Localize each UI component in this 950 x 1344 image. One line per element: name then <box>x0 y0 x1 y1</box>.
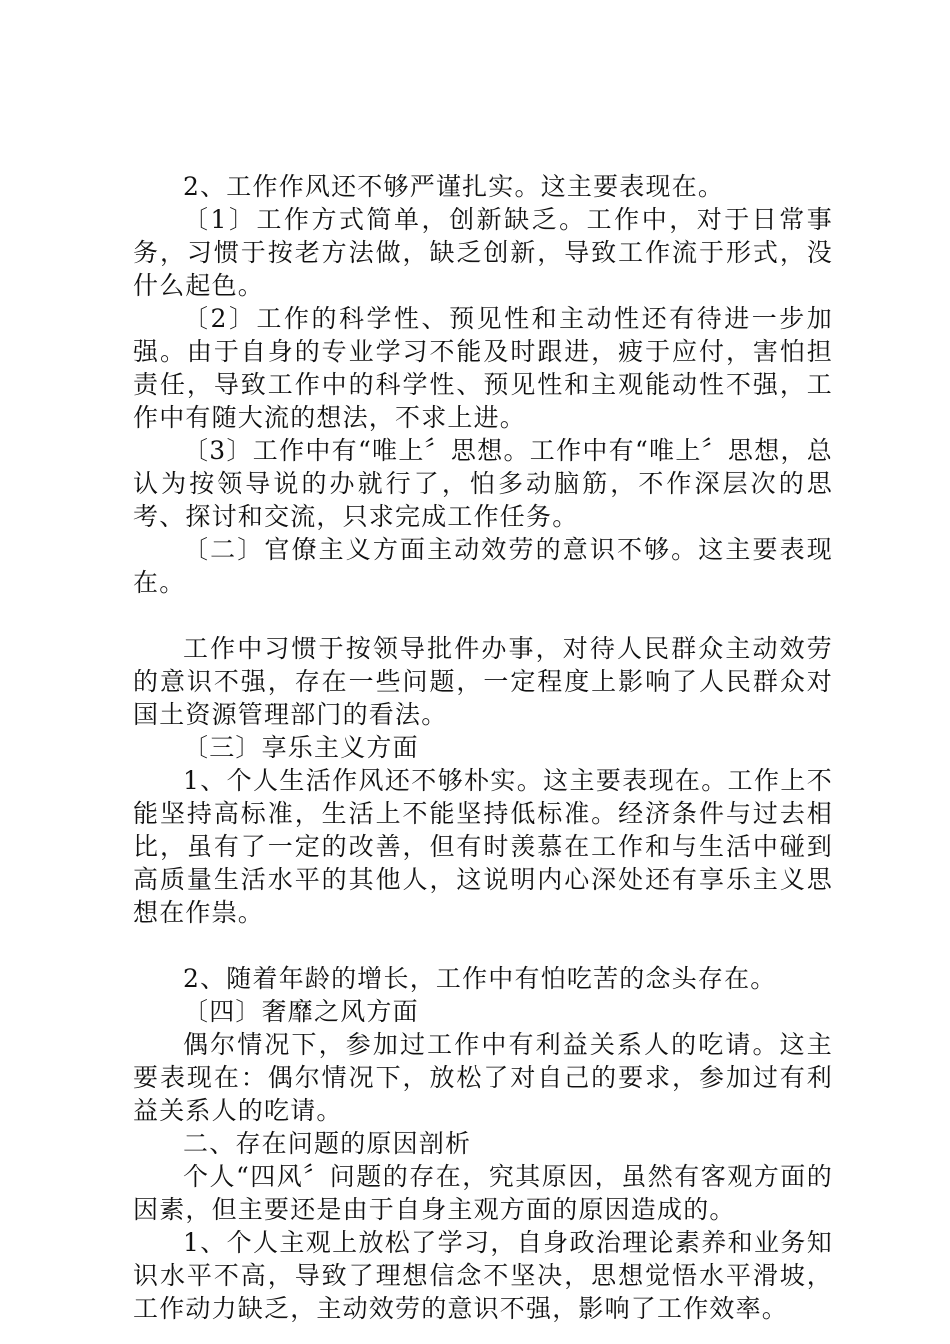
paragraph-hedonism-2: 2、随着年龄的增长，工作中有怕吃苦的念头存在。 <box>183 964 777 993</box>
heading-cause-analysis: 二、存在问题的原因剖析 <box>183 1129 472 1158</box>
paragraph-bureaucratism: 工作中习惯于按领导批件办事，对待人民群众主动效劳的意识不强，存在一些问题，一定程度上影响了人民群众对国土资源管理部门的看法。 <box>133 634 833 729</box>
paragraph-cause-1: 1、个人主观上放松了学习，自身政治理论素养和业务知识水平不高，导致了理想信念不坚决，思想觉悟水平滑坡，工作动力缺乏，主动效劳的意识不强，影响了工作效率。 <box>133 1228 833 1323</box>
paragraph-hedonism-1: 1、个人生活作风还不够朴实。这主要表现在。工作上不能坚持高标准，生活上不能坚持低标准。经济条件与过去相比，虽有了一定的改善，但有时羡慕在工作和与生活中碰到高质量生活水平的其他人，这说明内心深处还有享乐主义思想在作祟。 <box>133 766 833 927</box>
paragraph-cause-intro: 个人“四风〞问题的存在，究其原因，虽然有客观方面的因素，但主要还是由于自身主观方面的原因造成的。 <box>133 1162 833 1224</box>
heading-bureaucratism: 〔二〕官僚主义方面主动效劳的意识不够。这主要表现在。 <box>133 535 833 597</box>
paragraph-item-2: 〔2〕工作的科学性、预见性和主动性还有待进一步加强。由于自身的专业学习不能及时跟进，疲于应付，害怕担责任，导致工作中的科学性、预见性和主观能动性不强，工作中有随大流的想法，不求上进。 <box>133 304 833 432</box>
paragraph-item-1: 〔1〕工作方式简单，创新缺乏。工作中，对于日常事务，习惯于按老方法做，缺乏创新，导致工作流于形式，没什么起色。 <box>133 205 833 300</box>
heading-hedonism: 〔三〕享乐主义方面 <box>183 733 419 762</box>
document-body <box>133 170 833 1325</box>
paragraph-work-style: 2、工作作风还不够严谨扎实。这主要表现在。 <box>183 172 725 201</box>
heading-extravagance: 〔四〕奢靡之风方面 <box>183 997 419 1026</box>
paragraph-extravagance: 偶尔情况下，参加过工作中有利益关系人的吃请。这主要表现在：偶尔情况下，放松了对自己的要求，参加过有利益关系人的吃请。 <box>133 1030 833 1125</box>
paragraph-item-3: 〔3〕工作中有“唯上〞思想。工作中有“唯上〞思想，总认为按领导说的办就行了，怕多动脑筋，不作深层次的思考、探讨和交流，只求完成工作任务。 <box>133 436 833 531</box>
